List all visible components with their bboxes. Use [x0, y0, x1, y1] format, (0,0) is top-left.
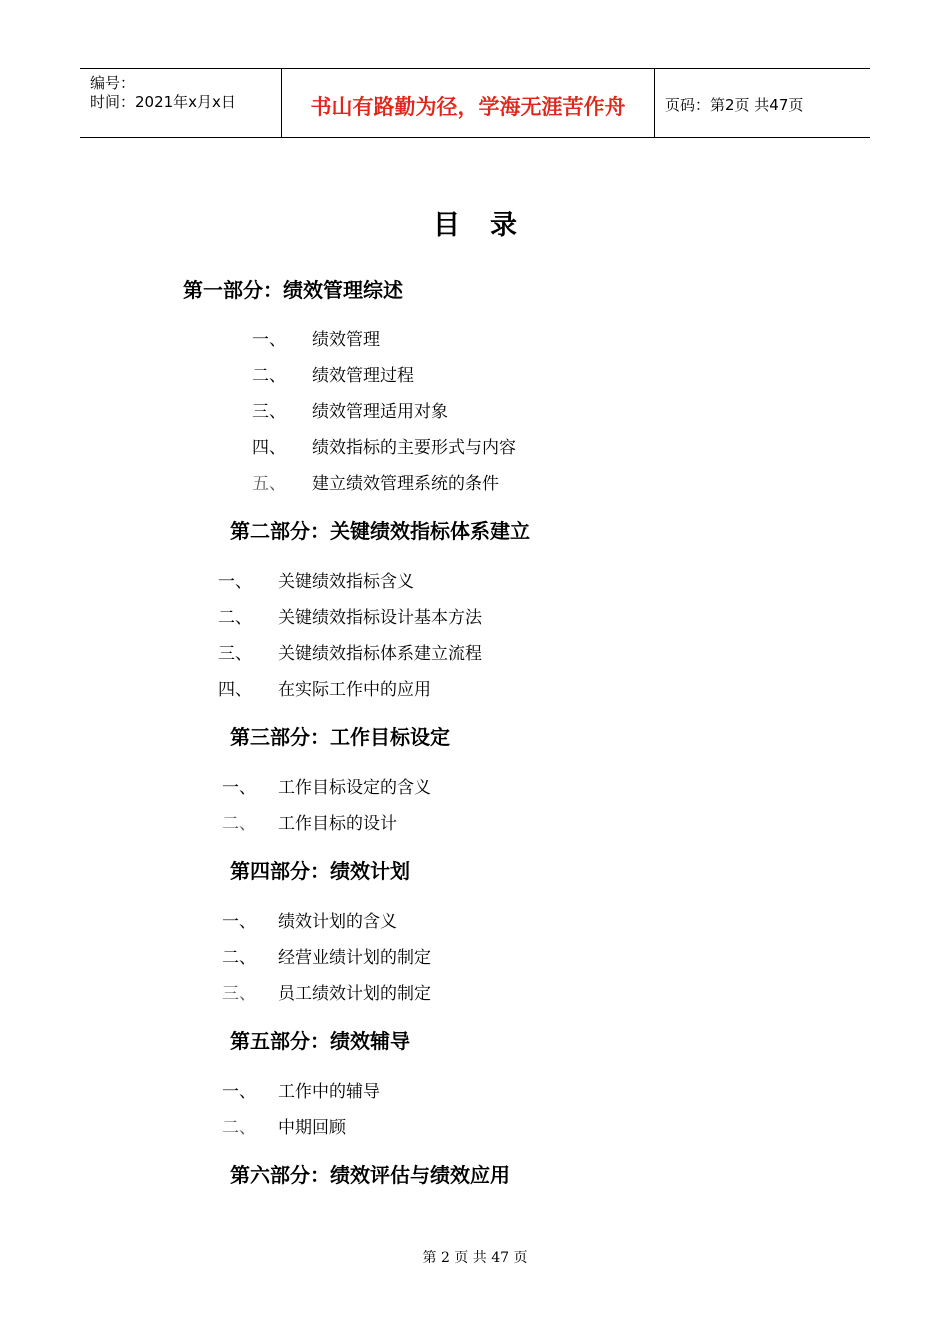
- toc-entry-text: 绩效管理适用对象: [312, 402, 448, 422]
- toc-entry-number: 五、: [252, 474, 286, 494]
- toc-entry-number: 一、: [218, 572, 252, 592]
- toc-entry-number: 三、: [222, 984, 256, 1004]
- toc-entry-text: 关键绩效指标体系建立流程: [278, 644, 482, 664]
- document-time-label: 时间：2021年x月x日: [90, 93, 236, 111]
- header-page-number: 页码：第2页 共47页: [665, 96, 804, 114]
- toc-entry-number: 一、: [252, 330, 286, 350]
- toc-entry-text: 关键绩效指标设计基本方法: [278, 608, 482, 628]
- toc-part-heading: 第四部分：绩效计划: [230, 859, 410, 883]
- toc-title: 目录: [433, 210, 547, 241]
- toc-entry-number: 二、: [218, 608, 252, 628]
- header-motto: 书山有路勤为径，学海无涯苦作舟: [310, 95, 626, 119]
- toc-entry-number: 三、: [252, 402, 286, 422]
- header-info-cell: [80, 69, 282, 137]
- header-motto-cell: [282, 69, 655, 137]
- toc-entry-text: 关键绩效指标含义: [278, 572, 414, 592]
- toc-entry-number: 一、: [222, 1082, 256, 1102]
- toc-entry-text: 绩效指标的主要形式与内容: [312, 438, 516, 458]
- toc-entry-number: 二、: [222, 948, 256, 968]
- toc-entry-number: 二、: [222, 814, 256, 834]
- toc-entry-text: 绩效管理: [312, 330, 380, 350]
- toc-entry-text: 经营业绩计划的制定: [278, 948, 431, 968]
- page-header: [80, 68, 870, 138]
- toc-part-heading: 第五部分：绩效辅导: [230, 1029, 410, 1053]
- page-footer: 第 2 页 共 47 页: [422, 1250, 528, 1266]
- toc-part-heading: 第一部分：绩效管理综述: [183, 278, 403, 302]
- toc-entry-text: 在实际工作中的应用: [278, 680, 431, 700]
- toc-entry-number: 二、: [222, 1118, 256, 1138]
- toc-entry-text: 建立绩效管理系统的条件: [312, 474, 499, 494]
- toc-entry-text: 绩效管理过程: [312, 366, 414, 386]
- toc-part-heading: 第三部分：工作目标设定: [230, 725, 450, 749]
- toc-entry-number: 四、: [218, 680, 252, 700]
- toc-entry-text: 工作中的辅导: [278, 1082, 380, 1102]
- toc-entry-number: 三、: [218, 644, 252, 664]
- toc-entry-text: 员工绩效计划的制定: [278, 984, 431, 1004]
- toc-entry-text: 中期回顾: [278, 1118, 346, 1138]
- toc-entry-number: 一、: [222, 912, 256, 932]
- toc-part-heading: 第六部分：绩效评估与绩效应用: [230, 1163, 510, 1187]
- toc-entry-number: 一、: [222, 778, 256, 798]
- toc-entry-number: 二、: [252, 366, 286, 386]
- toc-entry-text: 工作目标的设计: [278, 814, 397, 834]
- toc-entry-number: 四、: [252, 438, 286, 458]
- document-number-label: 编号：: [90, 74, 136, 92]
- toc-entry-text: 工作目标设定的含义: [278, 778, 431, 798]
- header-page-cell: [655, 69, 870, 137]
- toc-part-heading: 第二部分：关键绩效指标体系建立: [230, 519, 530, 543]
- toc-entry-text: 绩效计划的含义: [278, 912, 397, 932]
